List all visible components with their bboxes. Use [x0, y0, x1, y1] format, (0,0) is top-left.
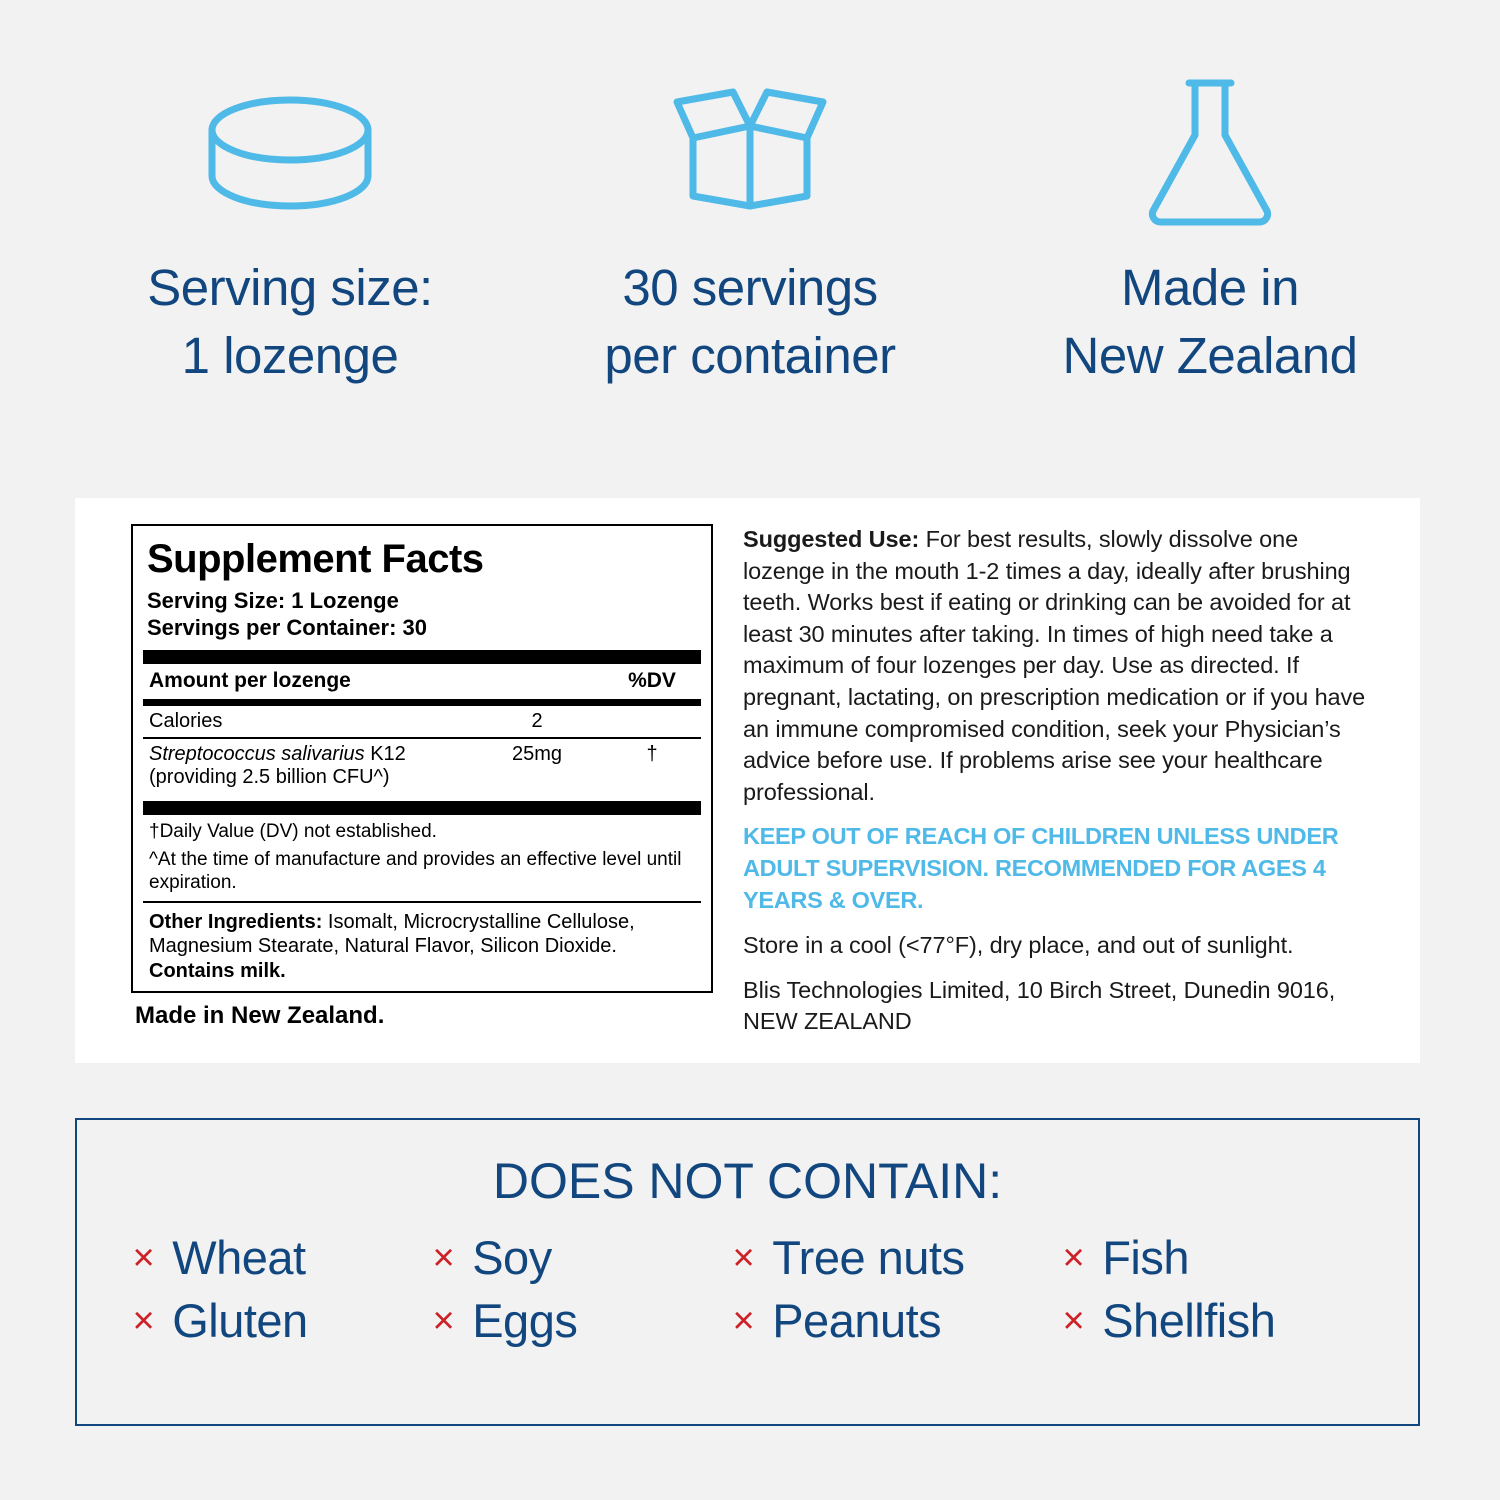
- other-ingredients: [143, 903, 701, 991]
- supplement-facts-box: [131, 524, 713, 993]
- feature-line1: Serving size:: [147, 259, 433, 316]
- company-address: Blis Technologies Limited, 10 Birch Street, Dunedin 9016, NEW ZEALAND: [743, 976, 1336, 1035]
- cross-icon: ×: [132, 1236, 155, 1279]
- supplement-facts-column: [103, 524, 713, 1037]
- list-item: [733, 1293, 1063, 1348]
- list-item: [433, 1293, 733, 1348]
- made-in-new-zealand: Made in New Zealand.: [135, 1002, 385, 1030]
- amount-per-lozenge-header: Amount per lozenge: [149, 668, 351, 692]
- feature-servings-text: [520, 254, 980, 391]
- feature-line2: New Zealand: [1062, 327, 1358, 385]
- feature-serving-size-text: [60, 254, 520, 391]
- cross-icon: ×: [732, 1236, 755, 1279]
- other-ingredients-label: Other Ingredients:: [149, 911, 323, 934]
- allergen-label: Soy: [472, 1231, 552, 1284]
- other-ingredients-text: Isomalt, Microcrystalline Cellulose, Magnesium Stearate, Natural Flavor, Silicon Dioxide.: [149, 911, 635, 958]
- allergen-label: Shellfish: [1102, 1294, 1276, 1347]
- feature-made-in-text: [980, 254, 1440, 391]
- lozenge-icon: [60, 75, 520, 230]
- feature-servings-per-container: [520, 75, 980, 391]
- feature-line2: 1 lozenge: [181, 327, 399, 385]
- row-dv: †: [646, 742, 658, 765]
- keep-out-of-reach-warning: KEEP OUT OF REACH OF CHILDREN UNLESS UNDER ADULT SUPERVISION. RECOMMENDED FOR AGES 4 YEARS & OVER.: [743, 823, 1339, 914]
- list-item: [733, 1230, 1063, 1285]
- row-name-sub: (providing 2.5 billion CFU^): [149, 765, 390, 788]
- suggested-use-text: For best results, slowly dissolve one lozenge in the mouth 1-2 times a day, ideally after brushing teeth. Works best if eating or drinking can be avoided for at least 30 minutes after taking. In times of high need take a maximum of four lozenges per day. Use as directed. If pregnant, lactating, on prescription medication or if you have an immune compromised condition, seek your Physician’s advice before use. If problems arise see your healthcare professional.: [743, 526, 1366, 805]
- allergen-label: Peanuts: [772, 1294, 942, 1347]
- divider-medium: [143, 699, 701, 706]
- row-name: [149, 743, 467, 789]
- footnote-daily-value: †Daily Value (DV) not established.: [149, 820, 437, 842]
- row-amount: 25mg: [511, 742, 563, 765]
- serving-size-line: Serving Size: 1 Lozenge: [147, 588, 399, 613]
- allergen-grid: [77, 1230, 1418, 1348]
- list-item: [433, 1230, 733, 1285]
- cross-icon: ×: [1062, 1299, 1085, 1342]
- list-item: [133, 1293, 433, 1348]
- feature-serving-size: [60, 75, 520, 391]
- cross-icon: ×: [132, 1299, 155, 1342]
- feature-line2: per container: [604, 327, 896, 385]
- list-item: [1063, 1293, 1363, 1348]
- divider-thick: [143, 801, 701, 815]
- allergen-label: Tree nuts: [772, 1231, 965, 1284]
- row-name-suffix: K12: [364, 742, 406, 765]
- allergen-label: Wheat: [172, 1231, 306, 1284]
- cross-icon: ×: [432, 1236, 455, 1279]
- table-row: [143, 739, 701, 793]
- suggested-use-paragraph: [743, 524, 1386, 808]
- does-not-contain-box: [75, 1118, 1420, 1426]
- label-panel: [75, 498, 1420, 1063]
- flask-icon: [980, 75, 1440, 230]
- servings-per-container-line: Servings per Container: 30: [147, 614, 427, 640]
- feature-line1: 30 servings: [622, 259, 878, 316]
- storage-instructions: Store in a cool (<77°F), dry place, and out of sunlight.: [743, 932, 1294, 959]
- list-item: [1063, 1230, 1363, 1285]
- allergen-label: Eggs: [472, 1294, 578, 1347]
- cross-icon: ×: [732, 1299, 755, 1342]
- cross-icon: ×: [432, 1299, 455, 1342]
- feature-made-in: [980, 75, 1440, 391]
- amount-header-row: [143, 664, 701, 699]
- row-name: Calories: [149, 709, 223, 732]
- divider-thick: [143, 650, 701, 664]
- supplement-facts-title: Supplement Facts: [147, 537, 484, 581]
- feature-line1: Made in: [1121, 259, 1299, 316]
- row-amount: 2: [531, 709, 543, 732]
- dv-header: %DV: [628, 668, 676, 692]
- footnote-caret: ^At the time of manufacture and provides an effective level until expiration.: [149, 849, 682, 894]
- table-row: [143, 706, 701, 737]
- usage-column: [713, 524, 1392, 1037]
- does-not-contain-title: DOES NOT CONTAIN:: [492, 1153, 1003, 1209]
- contains-allergen: Contains milk.: [149, 959, 286, 982]
- cross-icon: ×: [1062, 1236, 1085, 1279]
- open-box-icon: [520, 75, 980, 230]
- list-item: [133, 1230, 433, 1285]
- allergen-label: Fish: [1102, 1231, 1189, 1284]
- feature-row: [0, 0, 1500, 391]
- row-name-italic: Streptococcus salivarius: [149, 742, 365, 765]
- allergen-label: Gluten: [172, 1294, 308, 1347]
- suggested-use-label: Suggested Use:: [743, 526, 920, 552]
